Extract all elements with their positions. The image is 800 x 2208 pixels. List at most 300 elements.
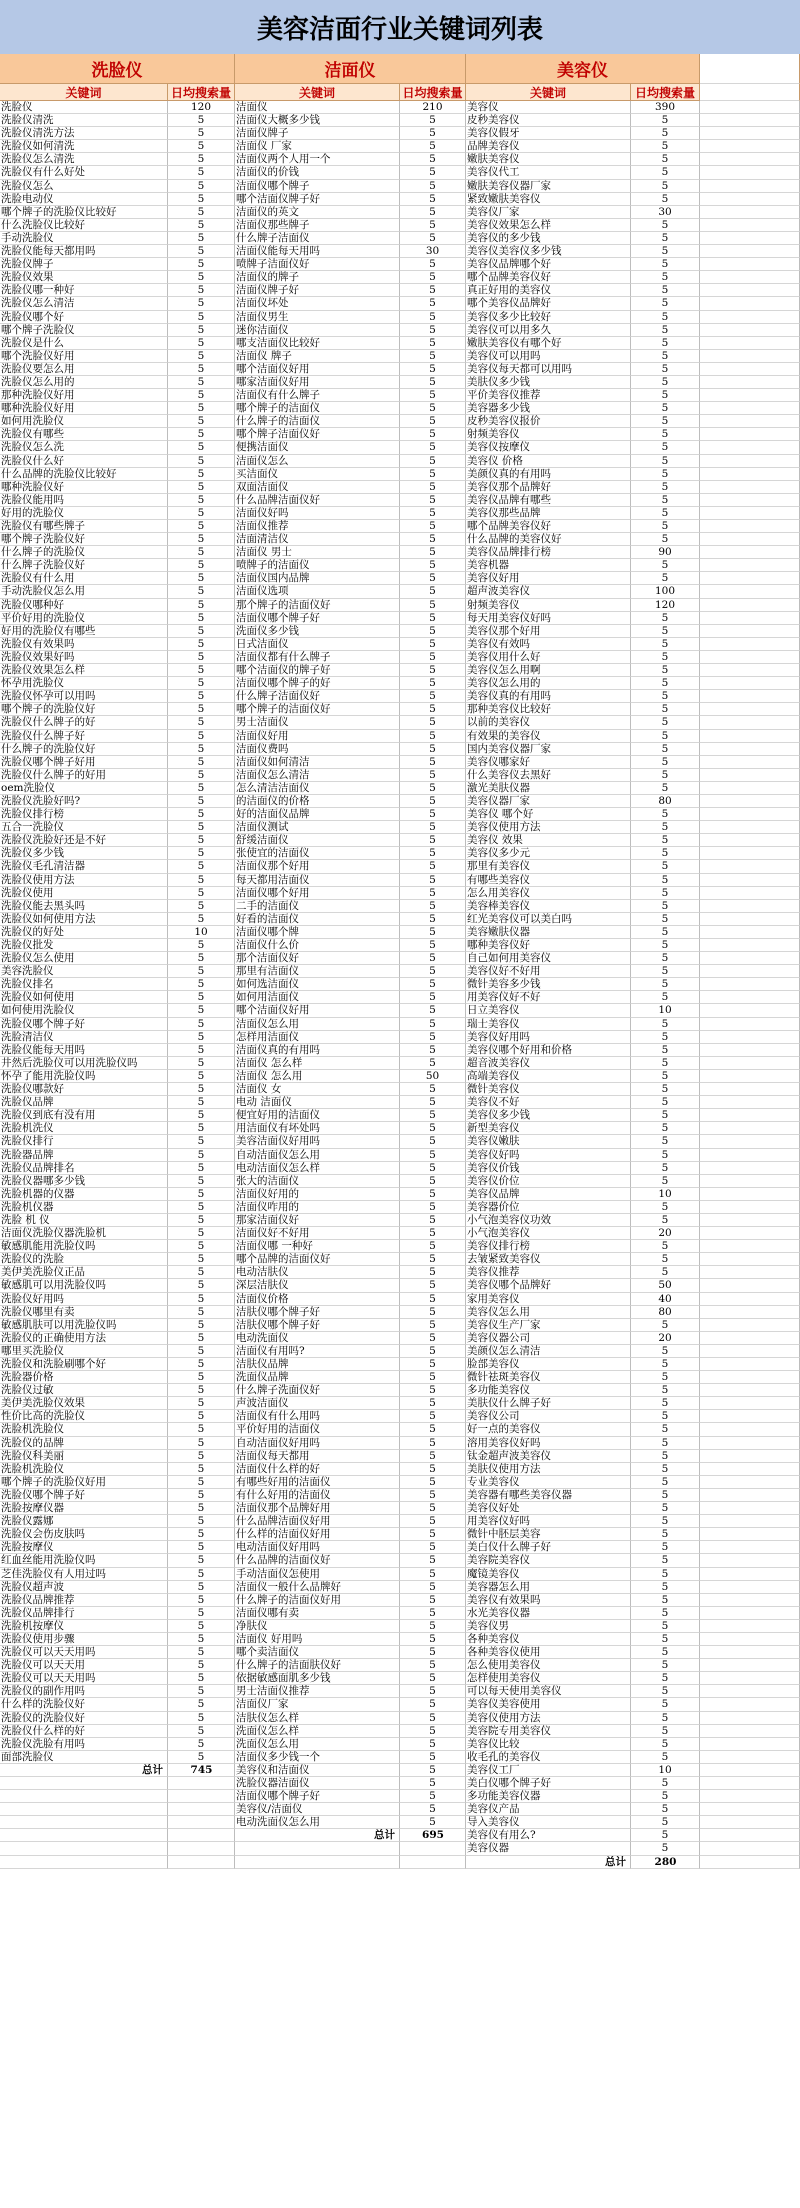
volume-cell: 5 [168,1279,235,1292]
keyword-cell: 美容器怎么用 [466,1581,631,1594]
empty-cell [700,271,800,284]
keyword-cell: 洗脸仪怎么清洁 [0,297,168,310]
keyword-cell: 迷你洁面仪 [235,324,400,337]
keyword-cell: 哪种洗脸仪好 [0,481,168,494]
volume-cell: 5 [400,585,466,598]
empty-cell [0,1803,168,1816]
keyword-cell: 好看的洁面仪 [235,913,400,926]
volume-cell: 5 [400,1712,466,1725]
keyword-cell: 小气泡美容仪功效 [466,1214,631,1227]
volume-cell: 5 [168,1712,235,1725]
volume-cell: 120 [631,599,700,612]
empty-cell [700,651,800,664]
keyword-cell: 专业美容仪 [466,1476,631,1489]
empty-cell [700,952,800,965]
volume-cell: 5 [631,860,700,873]
keyword-cell: 钛金超声波美容仪 [466,1450,631,1463]
volume-cell: 5 [631,625,700,638]
keyword-cell: 美容仪代工 [466,166,631,179]
empty-cell [700,1083,800,1096]
keyword-cell: 如何用洗脸仪 [0,415,168,428]
empty-cell [700,1554,800,1567]
volume-cell: 5 [631,1044,700,1057]
keyword-cell: 洗脸仪多少钱 [0,847,168,860]
volume-cell: 5 [400,1725,466,1738]
keyword-cell: 手动洗脸仪怎么用 [0,585,168,598]
total-label-cell: 总计 [0,1764,168,1777]
keyword-cell: 魔镜美容仪 [466,1568,631,1581]
volume-cell: 5 [168,978,235,991]
volume-cell: 5 [400,1319,466,1332]
volume-cell: 10 [631,1004,700,1017]
keyword-cell: 去皱紧致美容仪 [466,1253,631,1266]
total-value-cell: 745 [168,1764,235,1777]
empty-cell [700,1201,800,1214]
keyword-cell: 自动洁面仪好用吗 [235,1437,400,1450]
empty-cell [700,219,800,232]
keyword-cell: 日式洁面仪 [235,638,400,651]
volume-cell: 5 [400,1777,466,1790]
keyword-cell: 洗脸按摩仪器 [0,1502,168,1515]
volume-cell: 5 [168,140,235,153]
keyword-cell: 美容仪用什么好 [466,651,631,664]
keyword-cell: 洁面仪推荐 [235,520,400,533]
keyword-cell: 洗脸仪怎么洗 [0,441,168,454]
volume-cell: 5 [400,1253,466,1266]
volume-cell: 5 [631,978,700,991]
keyword-cell: 哪个品牌美容仪好 [466,520,631,533]
volume-cell: 5 [631,1201,700,1214]
volume-cell: 5 [631,939,700,952]
volume-cell: 5 [400,1122,466,1135]
volume-cell: 5 [631,874,700,887]
volume-cell: 5 [400,1227,466,1240]
volume-cell: 120 [168,101,235,114]
keyword-cell: 美容仪哪个品牌好 [466,1279,631,1292]
keyword-cell: 洁面仪牌子好 [235,284,400,297]
keyword-cell: 哪个品牌美容仪好 [466,271,631,284]
volume-cell: 5 [168,860,235,873]
empty-cell [700,782,800,795]
volume-cell: 5 [631,441,700,454]
volume-cell: 5 [168,703,235,716]
empty-cell [0,1856,168,1869]
volume-cell: 5 [168,913,235,926]
volume-cell: 5 [631,1581,700,1594]
volume-cell: 5 [400,978,466,991]
volume-cell: 5 [168,1541,235,1554]
empty-cell [700,939,800,952]
volume-cell: 5 [168,1306,235,1319]
keyword-cell: 洗脸仪排行 [0,1135,168,1148]
keyword-cell: 哪个洁面仪的牌子好 [235,664,400,677]
volume-cell: 5 [400,1463,466,1476]
volume-cell: 5 [168,1332,235,1345]
volume-cell: 5 [168,939,235,952]
volume-cell: 5 [168,1620,235,1633]
keyword-cell: 什么样的洁面仪好用 [235,1528,400,1541]
volume-cell: 5 [631,533,700,546]
keyword-cell: 那个洁面仪好 [235,952,400,965]
keyword-cell: 什么美容仪去黑好 [466,769,631,782]
keyword-cell: 洗脸仪的洗脸仪好 [0,1712,168,1725]
empty-cell [700,114,800,127]
keyword-cell: 洗脸仪能每天用吗 [0,1044,168,1057]
keyword-cell: 美容仪使用方法 [466,821,631,834]
keyword-cell: 电动洁肤仪 [235,1266,400,1279]
keyword-cell: 洁面仪咋用的 [235,1201,400,1214]
keyword-cell: 洗脸机按摩仪 [0,1620,168,1633]
keyword-table [0,101,800,1869]
keyword-cell: 哪个牌子的洁面仪好 [235,703,400,716]
keyword-cell: 洁面仪怎么 [235,455,400,468]
keyword-cell: 洗脸仪哪里有卖 [0,1306,168,1319]
keyword-cell: 洁面仪哪个牌子好 [235,1790,400,1803]
keyword-cell: 洗脸仪哪个牌子好 [0,1489,168,1502]
empty-cell [700,441,800,454]
keyword-cell: 哪个洗脸仪好用 [0,350,168,363]
keyword-cell: 洁面仪 怎么样 [235,1057,400,1070]
empty-cell [700,127,800,140]
empty-cell [700,1358,800,1371]
keyword-cell: 微针美容仪 [466,1083,631,1096]
keyword-cell: 哪个牌子洁面仪好 [235,428,400,441]
keyword-cell: 洁面仪 女 [235,1083,400,1096]
keyword-cell: 脸部美容仪 [466,1358,631,1371]
empty-cell [700,1816,800,1829]
keyword-cell: 什么牌子洗面仪好 [235,1384,400,1397]
keyword-cell: 激光美肤仪器 [466,782,631,795]
column-header-volume: 日均搜索量 [168,84,235,101]
volume-cell: 5 [631,1594,700,1607]
keyword-cell: 洗脸仪怀孕可以用吗 [0,690,168,703]
volume-cell: 5 [168,153,235,166]
keyword-cell: 洁面仪 男士 [235,546,400,559]
keyword-cell: 导入美容仪 [466,1816,631,1829]
volume-cell: 5 [631,297,700,310]
keyword-cell: 微针祛斑美容仪 [466,1371,631,1384]
keyword-cell: 美容仪可以用多久 [466,324,631,337]
empty-cell [700,874,800,887]
empty-cell [700,1057,800,1070]
keyword-cell: 洁面仪两个人用一个 [235,153,400,166]
keyword-cell: 高端美容仪 [466,1070,631,1083]
volume-cell: 5 [631,1620,700,1633]
volume-cell: 5 [631,952,700,965]
keyword-cell: 各种美容仪 [466,1633,631,1646]
keyword-cell: 洁面仪价格 [235,1293,400,1306]
keyword-cell: 什么样的洗脸仪好 [0,1698,168,1711]
empty-cell [700,1109,800,1122]
empty-cell [700,730,800,743]
volume-cell: 5 [168,559,235,572]
volume-cell: 5 [400,1057,466,1070]
keyword-cell: 洗脸仪能用吗 [0,494,168,507]
keyword-cell: 美容仪 [466,101,631,114]
keyword-cell: 洁面仪如何清洁 [235,756,400,769]
keyword-cell: 洗脸仪可以天天用 [0,1659,168,1672]
volume-cell: 5 [400,481,466,494]
volume-cell: 5 [631,1751,700,1764]
keyword-cell: 洁面仪哪有卖 [235,1607,400,1620]
keyword-cell: 洁面仪哪个牌 [235,926,400,939]
volume-cell: 5 [400,193,466,206]
volume-cell: 50 [631,1279,700,1292]
volume-cell: 5 [400,1646,466,1659]
keyword-cell: 洗脸仪品牌推荐 [0,1594,168,1607]
volume-cell: 5 [168,455,235,468]
keyword-cell: 洗脸仪什么样的好 [0,1725,168,1738]
keyword-cell: 洗脸仪科美丽 [0,1450,168,1463]
keyword-cell: 洗脸器价格 [0,1371,168,1384]
keyword-cell: 好用的洗脸仪有哪些 [0,625,168,638]
column-header-keyword: 关键词 [466,84,631,101]
empty-cell [700,1581,800,1594]
volume-cell: 5 [168,481,235,494]
keyword-cell: 洁面仪好用的 [235,1188,400,1201]
volume-cell: 5 [168,1135,235,1148]
volume-cell: 5 [631,140,700,153]
empty-cell [700,900,800,913]
keyword-cell: 射频美容仪 [466,599,631,612]
volume-cell: 5 [168,1646,235,1659]
keyword-cell: 洗脸仪有哪些 [0,428,168,441]
keyword-cell: 洗脸仪效果好吗 [0,651,168,664]
empty-cell [700,1031,800,1044]
keyword-cell: 洗脸仪洗脸好还是不好 [0,834,168,847]
volume-cell: 5 [168,1083,235,1096]
volume-cell: 5 [400,664,466,677]
volume-cell: 5 [168,1096,235,1109]
volume-cell: 5 [168,1397,235,1410]
volume-cell: 5 [168,572,235,585]
volume-cell: 5 [168,297,235,310]
keyword-cell: 洁面仪什么价 [235,939,400,952]
volume-cell: 5 [400,1528,466,1541]
empty-cell [700,638,800,651]
empty-cell [700,1279,800,1292]
volume-cell: 5 [400,376,466,389]
keyword-cell: 什么牌子洗脸仪好 [0,559,168,572]
keyword-cell: 洗脸仪什么牌子好 [0,730,168,743]
volume-cell: 5 [631,1803,700,1816]
volume-cell: 5 [631,219,700,232]
empty-cell [700,1384,800,1397]
volume-cell: 5 [631,376,700,389]
empty-cell [700,180,800,193]
volume-cell: 5 [631,127,700,140]
empty-cell [700,206,800,219]
keyword-cell: 洁面仪男生 [235,311,400,324]
volume-cell: 5 [168,350,235,363]
empty-cell [700,716,800,729]
empty-cell [168,1856,235,1869]
volume-cell: 5 [631,716,700,729]
keyword-cell: 洗脸仪能去黑头吗 [0,900,168,913]
keyword-cell: 美容仪品牌 [466,1188,631,1201]
keyword-cell: 洁面仪哪 一种好 [235,1240,400,1253]
empty-cell [700,389,800,402]
volume-cell: 5 [168,1214,235,1227]
keyword-cell: 哪个牌子的洗脸仪好用 [0,1476,168,1489]
volume-cell: 5 [400,690,466,703]
keyword-cell: 什么牌子的洗脸仪好 [0,743,168,756]
keyword-cell: 洁面仪洗脸仪器洗脸机 [0,1227,168,1240]
empty-cell [700,350,800,363]
empty-cell [700,1188,800,1201]
volume-cell: 80 [631,1306,700,1319]
empty-cell [0,1777,168,1790]
volume-cell: 5 [400,533,466,546]
keyword-cell: 美颜仪怎么清洁 [466,1345,631,1358]
empty-cell [700,965,800,978]
volume-cell: 5 [400,874,466,887]
keyword-cell: 美容仪那个品牌好 [466,481,631,494]
keyword-cell: 什么牌子的洗脸仪 [0,546,168,559]
empty-cell [700,1397,800,1410]
volume-cell: 5 [168,180,235,193]
volume-cell: 5 [631,324,700,337]
keyword-cell: 收毛孔的美容仪 [466,1751,631,1764]
keyword-cell: 小气泡美容仪 [466,1227,631,1240]
volume-cell: 5 [168,1227,235,1240]
empty-cell [700,297,800,310]
keyword-cell: 洗脸仪怎么用的 [0,376,168,389]
volume-cell: 5 [400,900,466,913]
volume-cell: 5 [400,730,466,743]
keyword-cell: 怀孕用洗脸仪 [0,677,168,690]
keyword-cell: 美容仪 效果 [466,834,631,847]
keyword-cell: 洁肤仪品牌 [235,1358,400,1371]
keyword-cell: 喷牌子的洁面仪 [235,559,400,572]
keyword-cell: 美颜仪真的有用吗 [466,468,631,481]
volume-cell: 5 [400,847,466,860]
volume-cell: 5 [168,782,235,795]
keyword-cell: 那种美容仪比较好 [466,703,631,716]
volume-cell: 5 [631,1162,700,1175]
volume-cell: 5 [631,1057,700,1070]
volume-cell: 5 [168,1319,235,1332]
keyword-cell: 五合一洗脸仪 [0,821,168,834]
volume-cell: 5 [631,1646,700,1659]
volume-cell: 5 [631,1738,700,1751]
volume-cell: 5 [400,612,466,625]
volume-cell: 5 [400,1135,466,1148]
keyword-cell: 洁面仪 好用吗 [235,1633,400,1646]
keyword-cell: 美容仪有效吗 [466,638,631,651]
volume-cell: 5 [168,1371,235,1384]
empty-cell [700,455,800,468]
empty-cell [700,166,800,179]
keyword-cell: 美容器价位 [466,1201,631,1214]
empty-cell [168,1803,235,1816]
keyword-cell: 自动洁面仪怎么用 [235,1149,400,1162]
empty-cell [700,1175,800,1188]
keyword-cell: 洁面仪 厂家 [235,140,400,153]
volume-cell: 5 [168,1070,235,1083]
keyword-cell: 美容仪 价格 [466,455,631,468]
empty-cell [700,1149,800,1162]
keyword-cell: 洗脸仪的品牌 [0,1437,168,1450]
keyword-cell: 洁面仪的价钱 [235,166,400,179]
volume-cell: 390 [631,101,700,114]
keyword-cell: 洁面仪选项 [235,585,400,598]
keyword-cell: 用美容仪好吗 [466,1515,631,1528]
volume-cell: 5 [400,206,466,219]
volume-cell: 5 [631,1829,700,1842]
keyword-cell: 洗脸仪可以天天用吗 [0,1646,168,1659]
keyword-cell: 洗脸仪排行榜 [0,808,168,821]
keyword-cell: 每天用美容仪好吗 [466,612,631,625]
volume-cell: 5 [168,1358,235,1371]
volume-cell: 5 [631,926,700,939]
volume-cell: 5 [631,245,700,258]
keyword-cell: 性价比高的洗脸仪 [0,1410,168,1423]
volume-cell: 5 [168,874,235,887]
empty-cell [700,232,800,245]
keyword-cell: 美容仪 哪个好 [466,808,631,821]
volume-cell: 5 [400,795,466,808]
volume-cell: 5 [631,991,700,1004]
keyword-cell: 那个牌子的洁面仪好 [235,599,400,612]
empty-cell [700,1751,800,1764]
keyword-cell: 用美容仪好不好 [466,991,631,1004]
total-label-cell: 总计 [235,1829,400,1842]
keyword-cell: 红光美容仪可以美白吗 [466,913,631,926]
keyword-cell: 美容仪生产厂家 [466,1319,631,1332]
keyword-cell: 哪个牌子洗脸仪 [0,324,168,337]
keyword-cell: 洗脸仪的副作用吗 [0,1685,168,1698]
empty-cell [700,703,800,716]
keyword-cell: 国内美容仪器厂家 [466,743,631,756]
keyword-cell: 美容仪好吗 [466,1149,631,1162]
keyword-cell: 好的洁面仪品牌 [235,808,400,821]
volume-cell: 5 [168,232,235,245]
keyword-cell: 洗脸仪清洗方法 [0,127,168,140]
volume-cell: 5 [631,1528,700,1541]
empty-cell [700,1162,800,1175]
keyword-cell: 美肤仪什么牌子好 [466,1397,631,1410]
keyword-cell: 那里有洁面仪 [235,965,400,978]
volume-cell: 5 [168,258,235,271]
volume-cell: 5 [400,1109,466,1122]
volume-cell: 5 [631,1659,700,1672]
keyword-cell: 洗脸仪使用方法 [0,874,168,887]
keyword-cell: 洁面仪都有什么牌子 [235,651,400,664]
keyword-cell: 洗脸仪如何清洗 [0,140,168,153]
keyword-cell: 美容洁面仪好用吗 [235,1135,400,1148]
volume-cell: 5 [631,1240,700,1253]
empty-cell [700,507,800,520]
keyword-cell: 洗脸仪有效果吗 [0,638,168,651]
volume-cell: 5 [168,1149,235,1162]
empty-cell [700,1829,800,1842]
volume-cell: 5 [168,1738,235,1751]
keyword-cell: 新型美容仪 [466,1122,631,1135]
empty-cell [700,926,800,939]
volume-cell: 5 [631,153,700,166]
volume-cell: 5 [631,1266,700,1279]
volume-cell: 5 [400,271,466,284]
volume-cell: 5 [631,180,700,193]
empty-cell [0,1790,168,1803]
keyword-cell: 洗脸仪好用吗 [0,1293,168,1306]
volume-cell: 5 [400,756,466,769]
keyword-cell: 便携洁面仪 [235,441,400,454]
keyword-cell: 美白仪什么牌子好 [466,1541,631,1554]
volume-cell: 5 [400,559,466,572]
volume-cell: 5 [400,153,466,166]
